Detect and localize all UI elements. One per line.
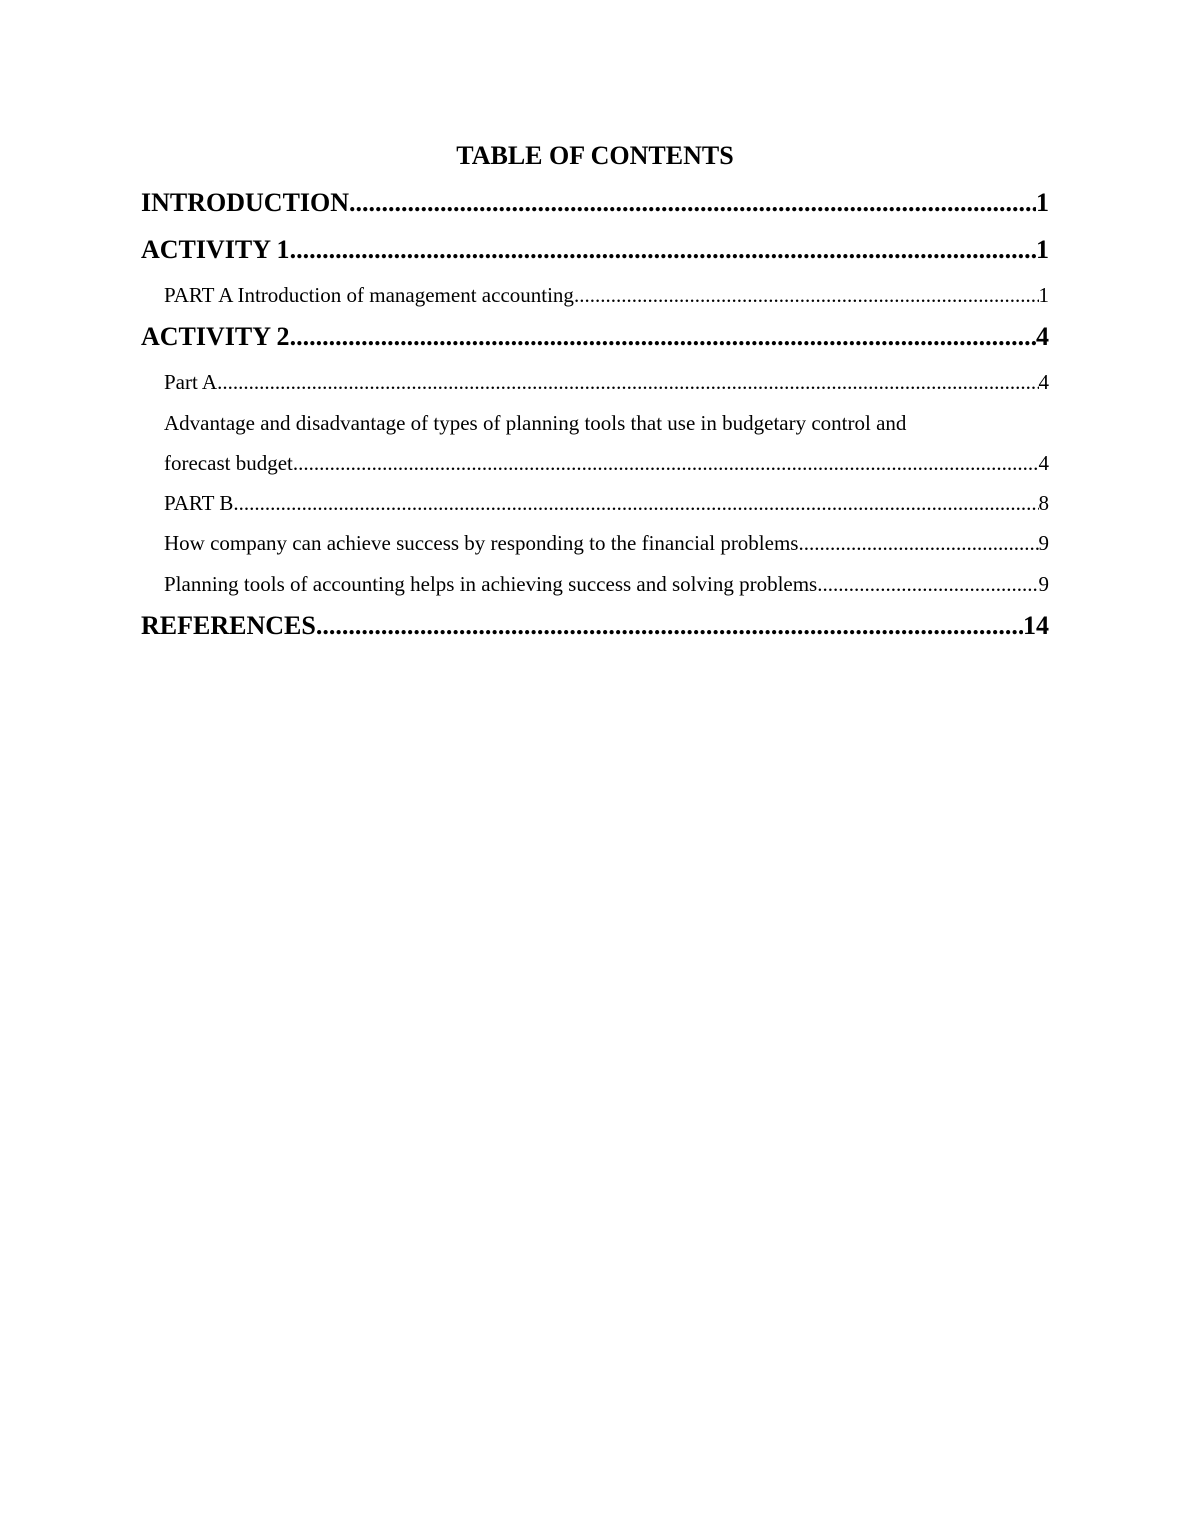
toc-dot-leader bbox=[817, 570, 1038, 598]
toc-entry-part-a-introduction[interactable] bbox=[164, 281, 1049, 309]
toc-entry-label: How company can achieve success by responding to the financial problems bbox=[164, 531, 799, 555]
toc-page-number: 1 bbox=[1038, 283, 1049, 307]
toc-entry-label: PART A Introduction of management accounting bbox=[164, 283, 574, 307]
toc-entry-label: PART B bbox=[164, 491, 234, 515]
toc-page-number: 8 bbox=[1038, 491, 1049, 515]
toc-page-number: 14 bbox=[1023, 611, 1049, 640]
toc-entry-label: forecast budget bbox=[164, 451, 293, 475]
toc-entry-activity-1[interactable] bbox=[141, 233, 1049, 267]
toc-page-number: 9 bbox=[1038, 531, 1049, 555]
toc-entry-advantage-line-1[interactable]: Advantage and disadvantage of types of planning tools that use in budgetary control and bbox=[164, 411, 907, 435]
toc-entry-introduction[interactable] bbox=[141, 186, 1049, 220]
toc-entry-part-a[interactable] bbox=[164, 368, 1049, 396]
toc-page-number: 1 bbox=[1036, 235, 1049, 264]
toc-entry-label: ACTIVITY 2 bbox=[141, 322, 290, 351]
toc-entry-advantage-line-2[interactable] bbox=[164, 449, 1049, 477]
toc-page-number: 4 bbox=[1036, 322, 1049, 351]
toc-title: TABLE OF CONTENTS bbox=[456, 141, 734, 170]
toc-entry-activity-2[interactable] bbox=[141, 320, 1049, 354]
toc-dot-leader bbox=[316, 609, 1023, 643]
toc-dot-leader bbox=[290, 233, 1036, 267]
toc-dot-leader bbox=[349, 186, 1036, 220]
toc-page-number: 4 bbox=[1038, 451, 1049, 475]
toc-dot-leader bbox=[217, 368, 1038, 396]
toc-entry-label: ACTIVITY 1 bbox=[141, 235, 290, 264]
toc-entry-label: REFERENCES bbox=[141, 611, 316, 640]
toc-entry-label: INTRODUCTION bbox=[141, 188, 350, 217]
toc-dot-leader bbox=[293, 449, 1039, 477]
toc-page-number: 1 bbox=[1036, 188, 1049, 217]
toc-dot-leader bbox=[290, 320, 1036, 354]
toc-entry-planning-tools[interactable] bbox=[164, 570, 1049, 598]
toc-dot-leader bbox=[233, 489, 1038, 517]
toc-dot-leader bbox=[574, 281, 1039, 309]
toc-page-number: 4 bbox=[1038, 370, 1049, 394]
toc-entry-label: Planning tools of accounting helps in achieving success and solving problems bbox=[164, 572, 818, 596]
toc-entry-label: Part A bbox=[164, 370, 218, 394]
toc-entry-part-b[interactable] bbox=[164, 489, 1049, 517]
toc-entry-references[interactable] bbox=[141, 609, 1049, 643]
toc-page-number: 9 bbox=[1038, 572, 1049, 596]
toc-dot-leader bbox=[798, 529, 1038, 557]
toc-entry-how-company[interactable] bbox=[164, 529, 1049, 557]
